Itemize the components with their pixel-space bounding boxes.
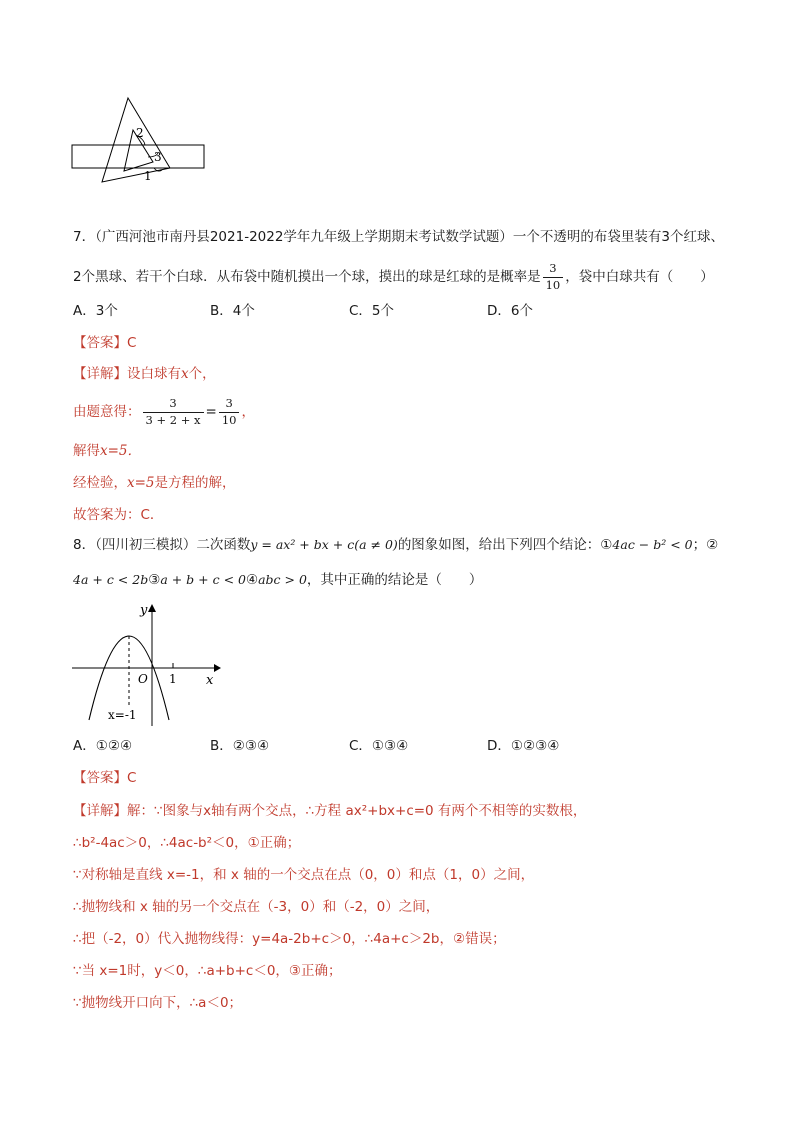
- q8-detail-tag: 【详解】: [73, 803, 127, 819]
- q8-stem-line1: 8．（四川初三模拟）二次函数y = ax² + bx + c(a ≠ 0)的图象如图，给出下列四个结论：①4ac − b² < 0；②: [73, 537, 719, 553]
- origin-label: O: [138, 672, 148, 686]
- q7-option-a: A．3个: [73, 303, 118, 319]
- q8-detail-line5: ∴把（-2，0）代入抛物线得：y=4a-2b+c＞0，∴4a+c＞2b，②错误；: [73, 931, 506, 947]
- q8-option-a: A．①②④: [73, 738, 133, 754]
- symmetry-axis-label: x=-1: [108, 708, 137, 722]
- q7-answer-value: C: [127, 335, 137, 351]
- q8-stem-line2: 4a + c < 2b③a + b + c < 0④abc > 0，其中正确的结论是（ ）: [73, 572, 483, 588]
- y-axis-label: y: [140, 603, 148, 618]
- tick-label-1: 1: [169, 672, 177, 686]
- angle-label-3: 3: [154, 150, 162, 164]
- q8-detail-line1: 【详解】解：∵图象与x轴有两个交点，∴方程 ax²+bx+c=0 有两个不相等的实数根，: [73, 803, 587, 819]
- q7-stem-line2: [73, 260, 714, 294]
- q8-detail-line6: ∵当 x=1时，y＜0，∴a+b+c＜0，③正确；: [73, 963, 342, 979]
- q7-detail-line1: 【详解】设白球有x个，: [73, 366, 216, 382]
- q7-probability-fraction: $\frac{3}{10}$: [543, 262, 564, 291]
- angle-label-2: 2: [136, 126, 144, 140]
- q7-answer: 【答案】C: [73, 335, 137, 351]
- y-axis-arrow: [148, 604, 156, 612]
- x-axis-arrow: [214, 664, 221, 672]
- q7-option-c: C．5个: [349, 303, 395, 319]
- q8-answer: 【答案】C: [73, 770, 137, 786]
- q7-detail-line2: 由题意得： $\frac{3}{3 + 2 + x}$ = $\frac{3}{10}$ ，: [73, 396, 255, 427]
- q8-option-d: D．①②③④: [487, 738, 560, 754]
- q7-stem-line1: 7．（广西河池市南丹县2021-2022学年九年级上学期期末考试数学试题）一个不透明的布袋里装有3个红球、: [73, 229, 725, 245]
- q7-detail-tag: 【详解】: [73, 366, 127, 382]
- q7-detail-line5: 故答案为：C．: [73, 507, 164, 523]
- q8-option-b: B．②③④: [210, 738, 270, 754]
- q8-function-expression: y = ax² + bx + c(a ≠ 0): [250, 537, 398, 552]
- q7-option-d: D．6个: [487, 303, 533, 319]
- x-axis-label: x: [206, 673, 214, 688]
- parabola-graph: [68, 600, 228, 730]
- angle-label-1: 1: [144, 169, 152, 183]
- q7-detail-line4: 经检验，x=5是方程的解，: [73, 475, 236, 491]
- q7-option-b: B．4个: [210, 303, 255, 319]
- q7-stem-line2-pre: 2个黑球、若干个白球．从布袋中随机摸出一个球，摸出的球是红球的是概率是: [73, 269, 541, 285]
- q8-detail-line3: ∵对称轴是直线 x=-1，和 x 轴的一个交点在点（0，0）和点（1，0）之间，: [73, 867, 535, 883]
- q8-detail-line2: ∴b²-4ac＞0，∴4ac-b²＜0，①正确；: [73, 835, 301, 851]
- q7-equation-right-fraction: $\frac{3}{10}$: [219, 397, 240, 426]
- q7-stem-line2-post: ，袋中白球共有（ ）: [565, 269, 714, 285]
- q8-detail-line7: ∵抛物线开口向下，∴a＜0；: [73, 995, 243, 1011]
- q7-detail-line3: 解得x=5．: [73, 443, 142, 459]
- triangle-ruler-figure: [70, 95, 210, 190]
- q8-detail-line4: ∴抛物线和 x 轴的另一个交点在（-3，0）和（-2，0）之间，: [73, 899, 440, 915]
- q7-equation-left-fraction: $\frac{3}{3 + 2 + x}$: [143, 397, 204, 426]
- q8-option-c: C．①③④: [349, 738, 409, 754]
- q8-answer-value: C: [127, 770, 137, 786]
